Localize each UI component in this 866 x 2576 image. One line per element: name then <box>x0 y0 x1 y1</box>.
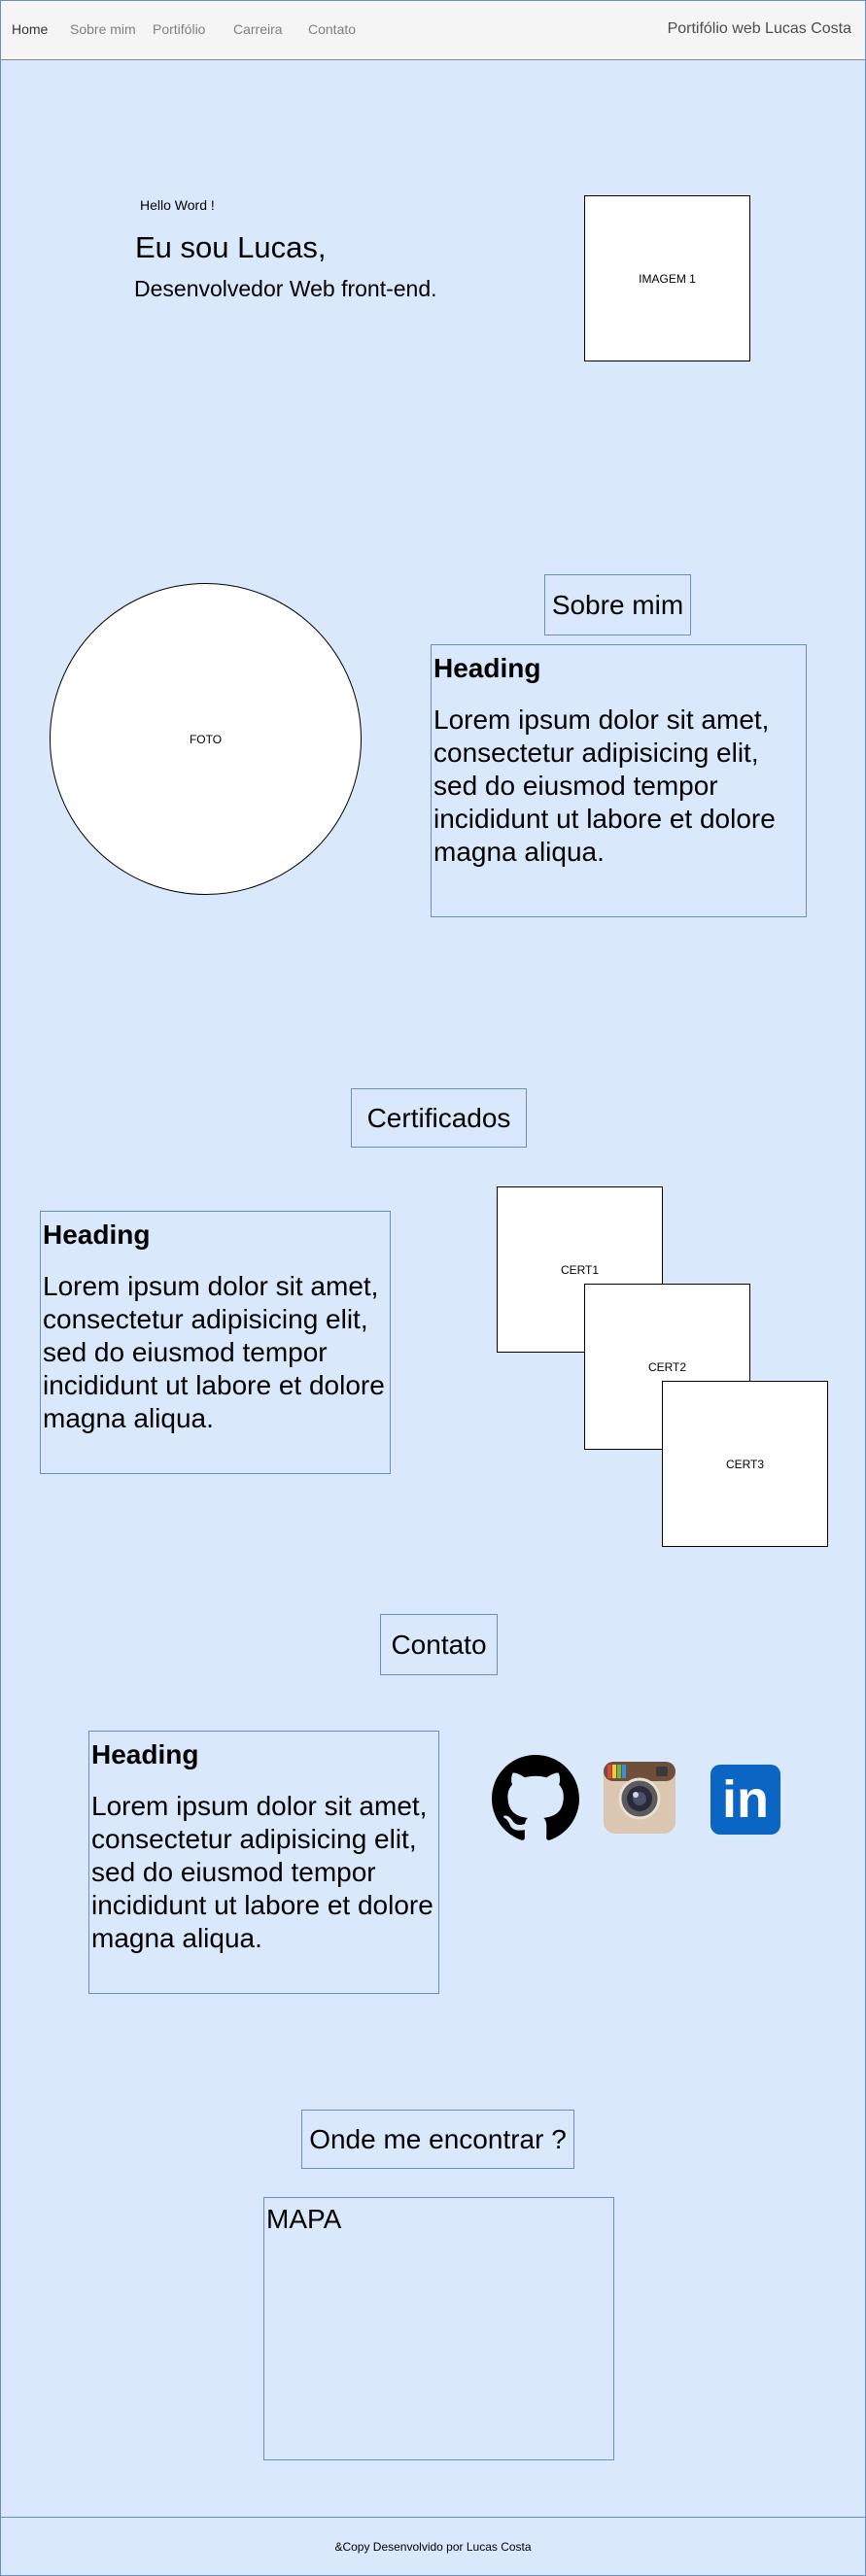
contact-heading: Heading <box>91 1739 199 1769</box>
nav-carreira[interactable]: Carreira <box>233 21 283 37</box>
about-body: Lorem ipsum dolor sit amet, consectetur adipisicing elit, sed do eiusmod tempor incididunt ut labore et dolore magna aliqua. <box>433 704 776 867</box>
nav-contato[interactable]: Contato <box>308 21 357 37</box>
profile-photo <box>50 583 362 895</box>
nav-sobre-mim[interactable]: Sobre mim <box>70 21 136 37</box>
footer <box>1 2517 865 2576</box>
certificate-card-2-label: CERT2 <box>647 1359 687 1374</box>
hero-image-placeholder <box>584 195 750 361</box>
certificates-heading: Heading <box>43 1219 151 1250</box>
location-section-title: Onde me encontrar ? <box>301 2110 574 2169</box>
contact-section-title: Contato <box>380 1614 498 1675</box>
map-placeholder[interactable] <box>263 2197 614 2460</box>
certificates-body: Lorem ipsum dolor sit amet, consectetur adipisicing elit, sed do eiusmod tempor incididunt ut labore et dolore magna aliqua. <box>43 1271 385 1433</box>
map-label: MAPA <box>266 2204 342 2234</box>
github-icon[interactable] <box>492 1755 579 1842</box>
instagram-icon[interactable] <box>604 1762 675 1834</box>
certificate-card-3-label: CERT3 <box>725 1457 765 1471</box>
about-text-card <box>431 644 807 917</box>
hero-title: Eu sou Lucas, <box>135 230 327 264</box>
certificates-section-title: Certificados <box>351 1088 527 1148</box>
contact-body: Lorem ipsum dolor sit amet, consectetur adipisicing elit, sed do eiusmod tempor incididunt ut labore et dolore magna aliqua. <box>91 1791 433 1953</box>
contact-text-card <box>88 1731 439 1994</box>
about-section-title: Sobre mim <box>544 574 691 635</box>
hero-greeting: Hello Word ! <box>140 197 215 213</box>
about-heading: Heading <box>433 653 541 683</box>
hero-image-label: IMAGEM 1 <box>639 271 696 286</box>
brand-title[interactable]: Portifólio web Lucas Costa <box>667 20 851 37</box>
certificate-card-3[interactable] <box>662 1381 828 1547</box>
linkedin-icon[interactable] <box>710 1765 780 1835</box>
nav-portifolio[interactable]: Portifólio <box>153 21 206 37</box>
nav-home[interactable]: Home <box>12 21 49 37</box>
linkedin-icon-text: in <box>722 1770 769 1829</box>
footer-text: &Copy Desenvolvido por Lucas Costa <box>334 2540 532 2554</box>
certificate-card-1-label: CERT1 <box>560 1262 600 1277</box>
hero-subtitle: Desenvolvedor Web front-end. <box>134 276 437 301</box>
certificates-text-card <box>40 1211 391 1474</box>
navbar <box>1 1 865 60</box>
profile-photo-label: FOTO <box>189 732 223 746</box>
